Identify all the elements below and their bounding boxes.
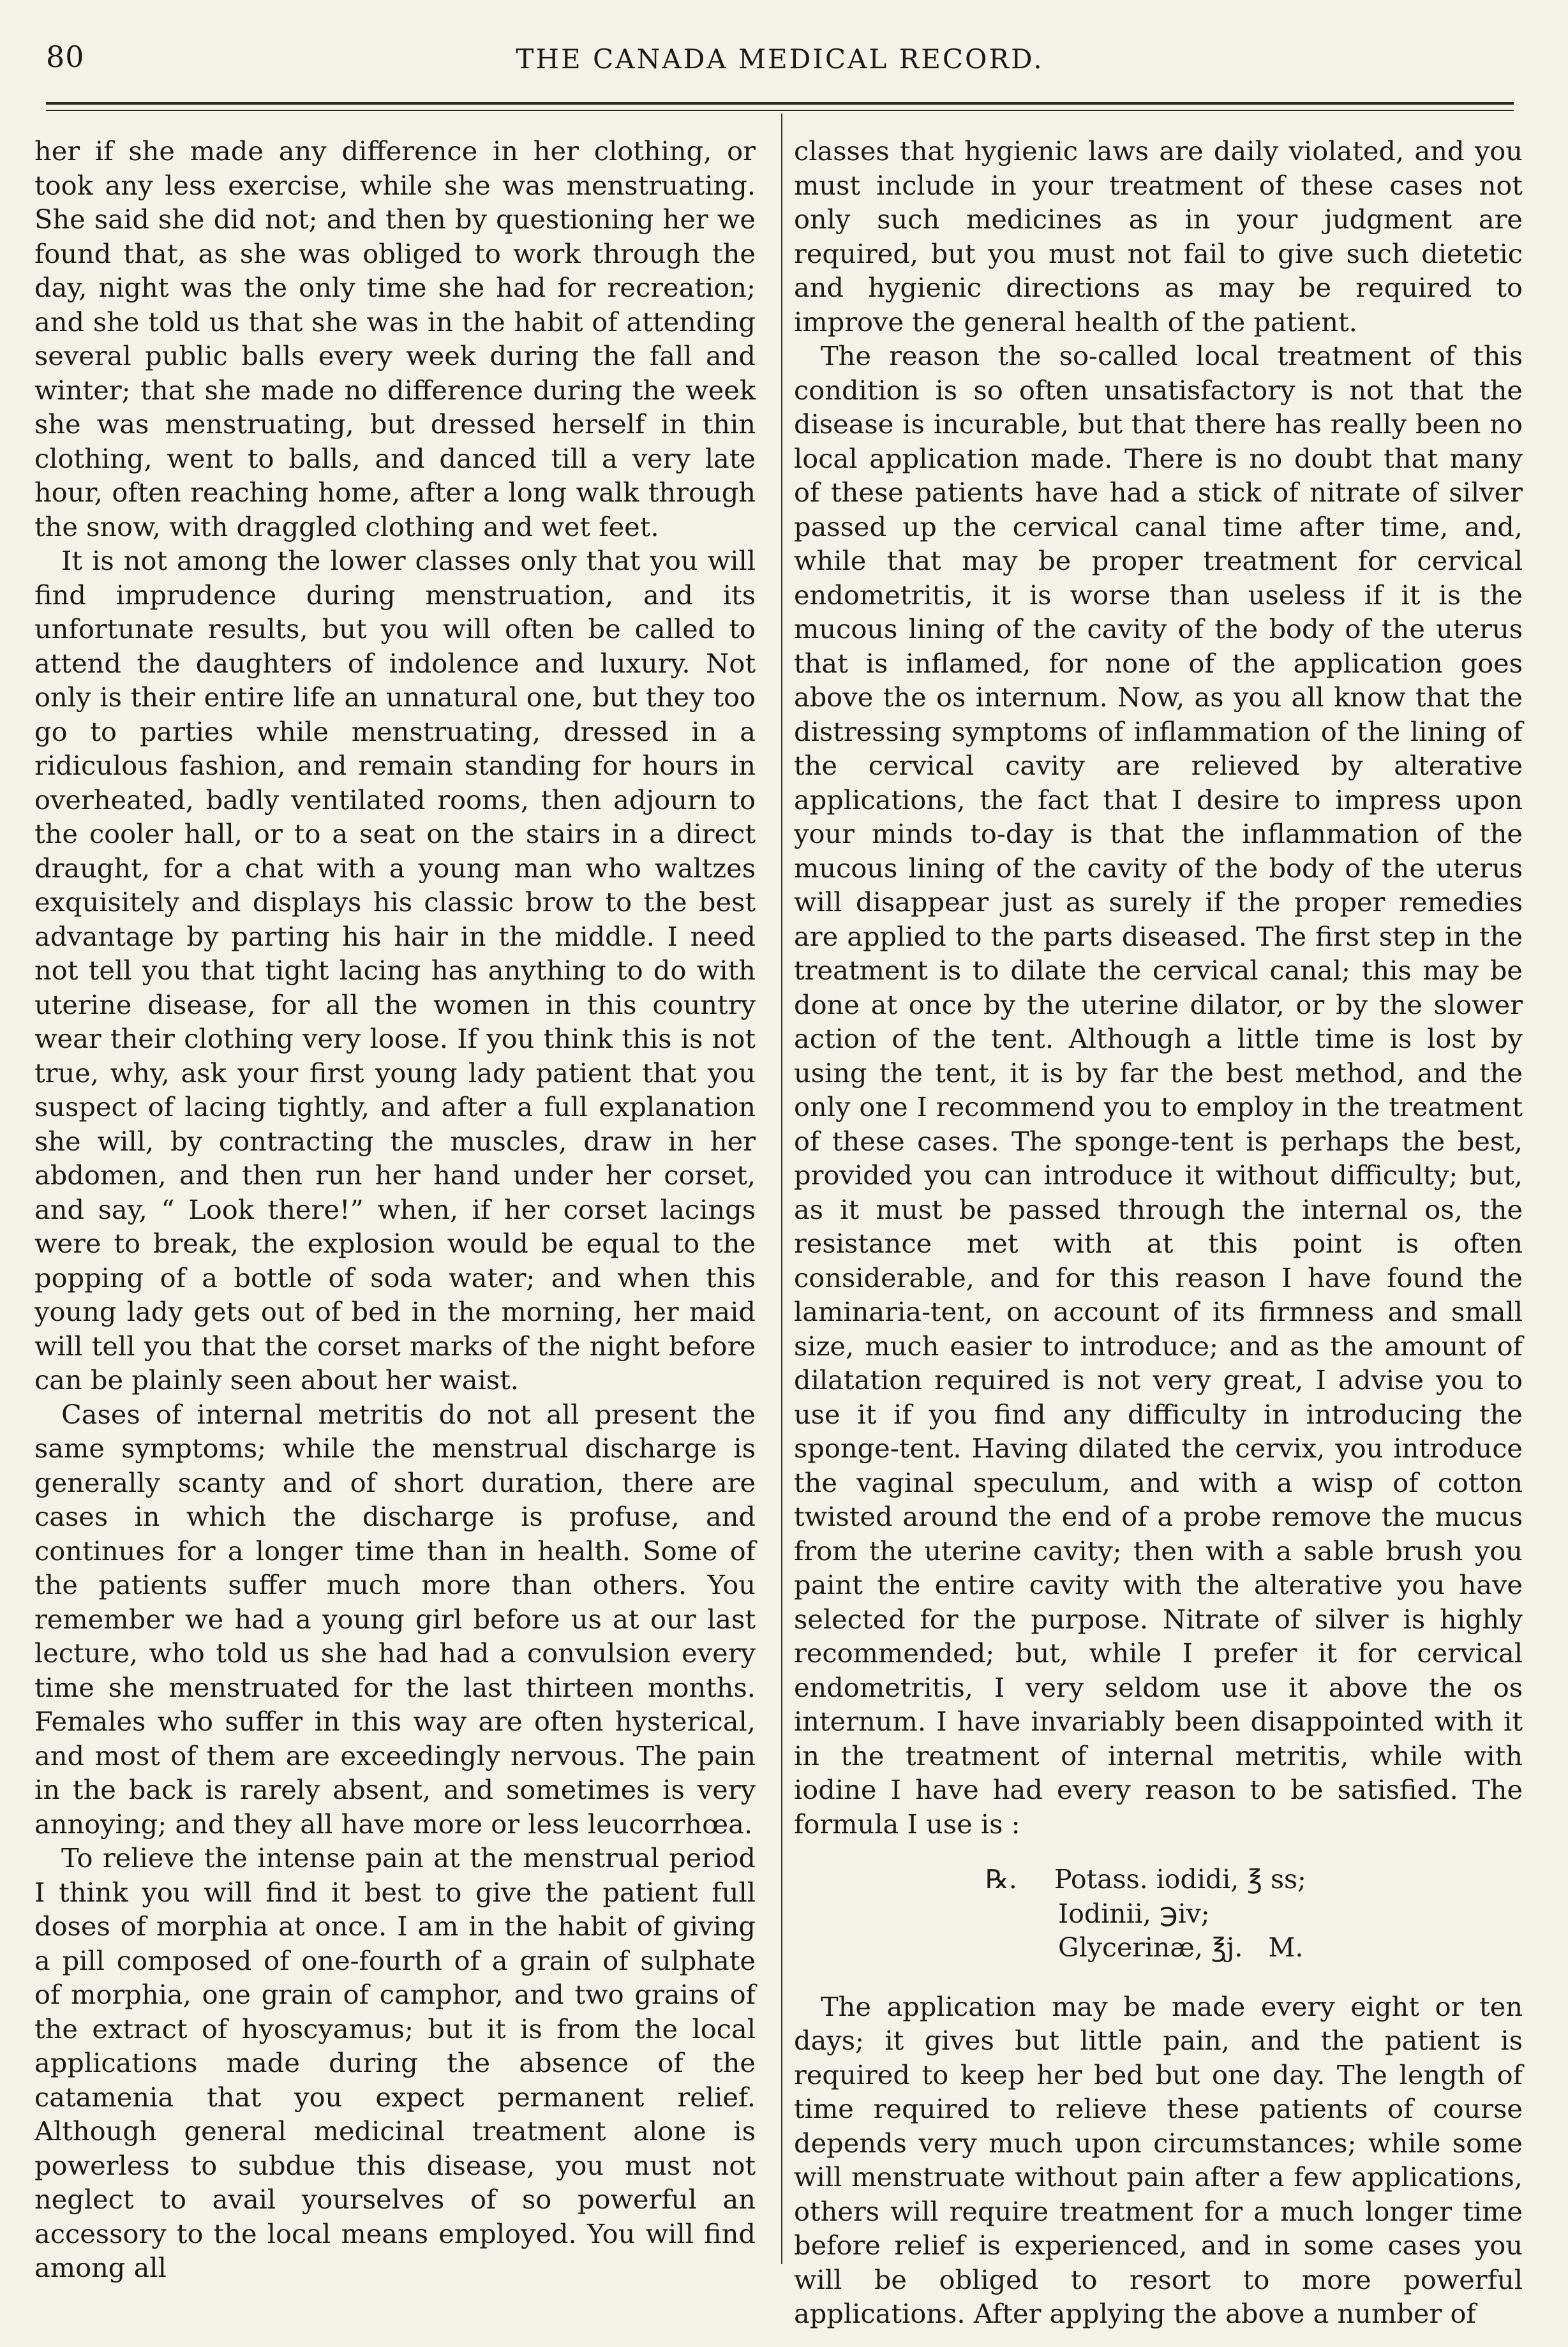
- formula-line: Iodinii, ℈iv;: [1058, 1898, 1210, 1929]
- paragraph: classes that hygienic laws are daily violated, and you must include in your treatment of these cases not only such medicines as in your judgment are required, but you must not fail to give such dietetic and hygienic directions as may be required to improve the general health of the patient.: [794, 135, 1523, 338]
- paragraph: her if she made any difference in her clothing, or took any less exercise, while she was menstruating. She said she did not; and then by questioning her we found that, as she was obliged to work through the day, night was the only time she had for recreation; and she told us that she was in the habit of attending several public balls every week during the fall and winter; that she made no difference during the week she was menstruating, but dressed herself in thin clothing, went to balls, and danced till a very late hour, often reaching home, after a long walk through the snow, with draggled clothing and wet feet.: [34, 135, 756, 542]
- page-number: 80: [46, 40, 85, 74]
- paragraph: The reason the so-called local treatment of this condition is so often unsatisfactory is not that the disease is incurable, but that there has really been no local application made. There is no doubt that many of these patients have had a stick of nitrate of silver passed up the cervical canal time after time, and, while that may be proper treatment for cervical endometritis, it is worse than useless if it is the mucous lining of the cavity of the body of the uterus that is inflamed, for none of the application goes above the os internum. Now, as you all know that the distressing symptoms of inflammation of the lining of the cervical cavity are relieved by alterative applications, the fact that I desire to impress upon your minds to-day is that the inflammation of the mucous lining of the cavity of the body of the uterus will disappear just as surely if the proper remedies are applied to the parts diseased. The first step in the treatment is to dilate the cervical canal; this may be done at once by the uterine dilator, or by the slower action of the tent. Although a little time is lost by using the tent, it is by far the best method, and the only one I recommend you to employ in the treatment of these cases. The sponge-tent is perhaps the best, provided you can introduce it without difficulty; but, as it must be passed through the internal os, the resistance met with at this point is often considerable, and for this reason I have found the laminaria-tent, on account of its firmness and small size, much easier to introduce; and as the amount of dilatation required is not very great, I advise you to use it if you find any difficulty in introducing the sponge-tent. Having dilated the cervix, you introduce the vaginal speculum, and with a wisp of cotton twisted around the end of a probe remove the mucus from the uterine cavity; then with a sable brush you paint the entire cavity with the alterative you have selected for the purpose. Nitrate of silver is highly recommended; but, while I prefer it for cervical endometritis, I very seldom use it above the os internum. I have invariably been disappointed with it in the treatment of internal metritis, while with iodine I have had every reason to be satisfied. The formula I use is :: [794, 340, 1523, 1840]
- paragraph: The application may be made every eight or ten days; it gives but little pain, and the patient is required to keep her bed but one day. The length of time required to relieve these patients of course depends very much upon circumstances; while some will menstruate without pain after a few applications, others will require treatment for a much longer time before relief is experienced, and in some cases you will be obliged to resort to more powerful applications. After applying the above a number of: [794, 1990, 1523, 2329]
- page-header: [46, 40, 1514, 84]
- formula-sign: M.: [1268, 1932, 1304, 1963]
- journal-title: THE CANADA MEDICAL RECORD.: [516, 43, 1044, 75]
- column-divider: [781, 114, 782, 2264]
- prescription-formula: [985, 1863, 1523, 1965]
- formula-line: Potass. iodidi, ℥ ss;: [1054, 1864, 1306, 1895]
- header-rule: [46, 102, 1514, 105]
- paragraph: To relieve the intense pain at the menstrual period I think you will find it best to give the patient full doses of morphia at once. I am in the habit of giving a pill composed of one-fourth of a grain of sulphate of morphia, one grain of camphor, and two grains of the extract of hyoscyamus; but it is from the local applications made during the absence of the catamenia that you expect permanent relief. Although general medicinal treatment alone is powerless to subdue this disease, you must not neglect to avail yourselves of so powerful an accessory to the local means employed. You will find among all: [34, 1842, 756, 2283]
- paragraph: Cases of internal metritis do not all present the same symptoms; while the menstrual discharge is generally scanty and of short duration, there are cases in which the discharge is profuse, and continues for a longer time than in health. Some of the patients suffer much more than others. You remember we had a young girl before us at our last lecture, who told us she had had a convulsion every time she menstruated for the last thirteen months. Females who suffer in this way are often hysterical, and most of them are exceedingly nervous. The pain in the back is rarely absent, and sometimes is very annoying; and they all have more or less leucorrhœa.: [34, 1398, 756, 1840]
- formula-line: Glycerinæ, ℥j.: [1058, 1932, 1243, 1963]
- rx-symbol-icon: ℞.: [985, 1864, 1017, 1895]
- paragraph: It is not among the lower classes only that you will find imprudence during menstruation, and its unfortunate results, but you will often be called to attend the daughters of indolence and luxury. Not only is their entire life an unnatural one, but they too go to parties while menstruating, dressed in a ridiculous fashion, and remain standing for hours in overheated, badly ventilated rooms, then adjourn to the cooler hall, or to a seat on the stairs in a direct draught, for a chat with a young man who waltzes exquisitely and displays his classic brow to the best advantage by parting his hair in the middle. I need not tell you that tight lacing has anything to do with uterine disease, for all the women in this country wear their clothing very loose. If you think this is not true, why, ask your first young lady patient that you suspect of lacing tightly, and after a full explanation she will, by contracting the muscles, draw in her abdomen, and then run her hand under her corset, and say, “ Look there!” when, if her corset lacings were to break, the explosion would be equal to the popping of a bottle of soda water; and when this young lady gets out of bed in the morning, her maid will tell you that the corset marks of the night before can be plainly seen about her waist.: [34, 545, 756, 1396]
- right-column: [794, 134, 1523, 2331]
- left-column: [34, 134, 756, 2285]
- header-rule-thin: [46, 110, 1514, 111]
